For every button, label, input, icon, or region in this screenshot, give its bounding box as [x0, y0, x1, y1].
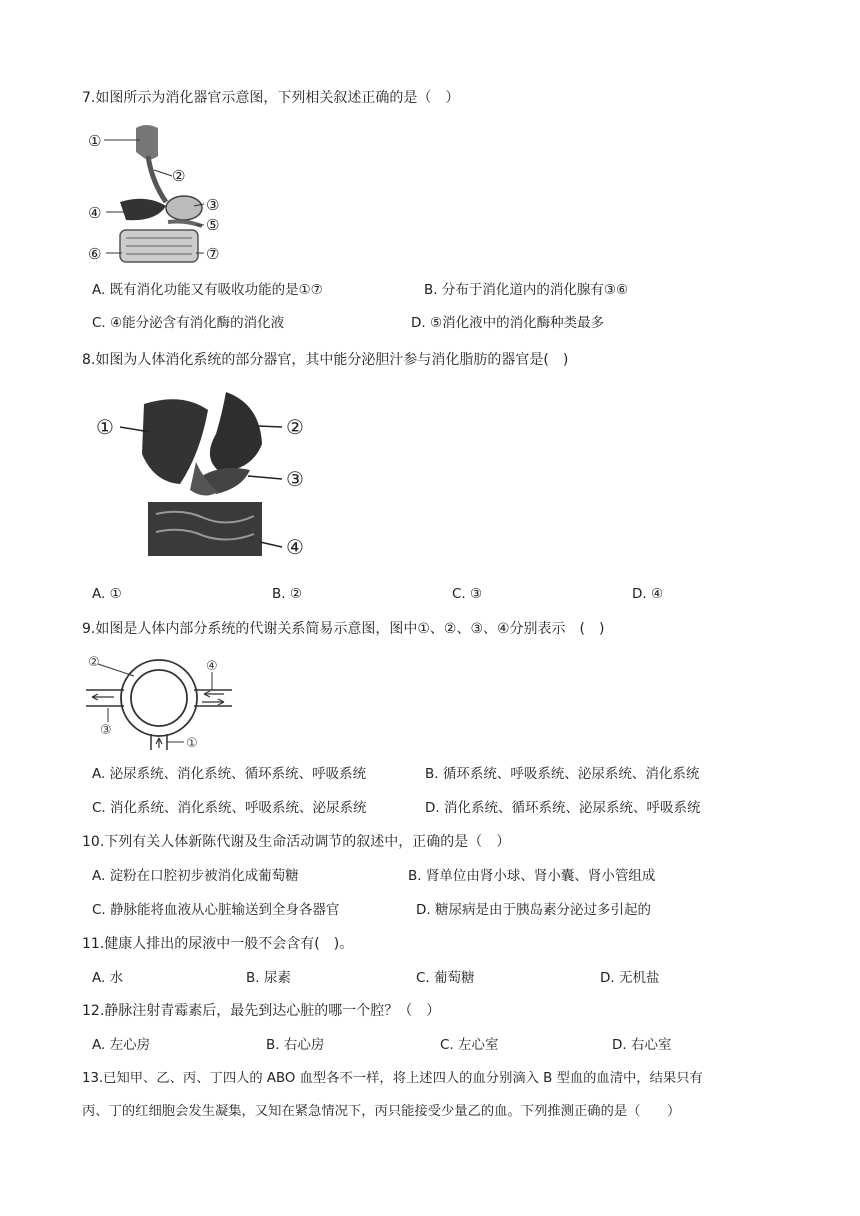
- q12-option-b[interactable]: B. 右心房: [266, 1037, 325, 1053]
- q11-option-a[interactable]: A. 水: [92, 970, 124, 986]
- q7-label-4: ④: [88, 204, 102, 222]
- q8-label-1: ①: [96, 415, 114, 439]
- digestive-organs-figure-q8: [92, 384, 316, 564]
- q8-option-a[interactable]: A. ①: [92, 586, 122, 602]
- q12-option-c[interactable]: C. 左心室: [440, 1037, 499, 1053]
- q9-option-c[interactable]: C. 消化系统、消化系统、呼吸系统、泌尿系统: [92, 800, 367, 816]
- q10-option-a[interactable]: A. 淀粉在口腔初步被消化成葡萄糖: [92, 868, 299, 884]
- q7-label-2: ②: [172, 167, 186, 185]
- q11-option-d[interactable]: D. 无机盐: [600, 970, 660, 986]
- digestive-organs-figure-q7: [86, 122, 236, 264]
- q10-option-d[interactable]: D. 糖尿病是由于胰岛素分泌过多引起的: [416, 902, 651, 918]
- q10-option-c[interactable]: C. 静脉能将血液从心脏输送到全身各器官: [92, 902, 340, 918]
- q8-option-b[interactable]: B. ②: [272, 586, 302, 602]
- question-9-stem: 9.如图是人体内部分系统的代谢关系简易示意图，图中①、②、③、④分别表示 ( ): [82, 621, 605, 637]
- q10-option-b[interactable]: B. 肾单位由肾小球、肾小囊、肾小管组成: [408, 868, 656, 884]
- q11-option-b[interactable]: B. 尿素: [246, 970, 291, 986]
- question-11-stem: 11.健康人排出的尿液中一般不会含有( )。: [82, 936, 354, 952]
- q9-label-1: ①: [186, 736, 198, 750]
- q7-option-a[interactable]: A. 既有消化功能又有吸收功能的是①⑦: [92, 282, 323, 298]
- q7-label-1: ①: [88, 132, 102, 150]
- metabolism-systems-figure-q9: [84, 650, 234, 750]
- q9-label-4: ④: [206, 659, 218, 674]
- question-8-stem: 8.如图为人体消化系统的部分器官，其中能分泌胆汁参与消化脂肪的器官是( ): [82, 352, 569, 368]
- q9-option-a[interactable]: A. 泌尿系统、消化系统、循环系统、呼吸系统: [92, 766, 367, 782]
- q12-option-d[interactable]: D. 右心室: [612, 1037, 672, 1053]
- q7-option-b[interactable]: B. 分布于消化道内的消化腺有③⑥: [424, 282, 629, 298]
- q8-label-3: ③: [286, 467, 304, 491]
- question-7-stem: 7.如图所示为消化器官示意图，下列相关叙述正确的是（ ）: [82, 90, 460, 106]
- q7-label-7: ⑦: [206, 245, 220, 263]
- q9-label-2: ②: [88, 655, 100, 670]
- question-13-stem-line-1: 13.已知甲、乙、丙、丁四人的 ABO 血型各不一样，将上述四人的血分别滴入 B 型血的血清中，结果只有: [82, 1071, 703, 1086]
- q8-label-4: ④: [286, 535, 304, 559]
- q12-option-a[interactable]: A. 左心房: [92, 1037, 151, 1053]
- q9-label-3: ③: [100, 723, 112, 738]
- q7-label-5: ⑤: [206, 216, 220, 234]
- q9-option-d[interactable]: D. 消化系统、循环系统、泌尿系统、呼吸系统: [425, 800, 701, 816]
- q7-label-6: ⑥: [88, 245, 102, 263]
- question-10-stem: 10.下列有关人体新陈代谢及生命活动调节的叙述中，正确的是（ ）: [82, 834, 511, 850]
- q7-label-3: ③: [206, 196, 220, 214]
- q8-option-c[interactable]: C. ③: [452, 586, 483, 602]
- q11-option-c[interactable]: C. 葡萄糖: [416, 970, 475, 986]
- question-12-stem: 12.静脉注射青霉素后，最先到达心脏的哪一个腔？（ ）: [82, 1003, 441, 1019]
- q9-option-b[interactable]: B. 循环系统、呼吸系统、泌尿系统、消化系统: [425, 766, 700, 782]
- q8-label-2: ②: [286, 415, 304, 439]
- question-13-stem-line-2: 丙、丁的红细胞会发生凝集，又知在紧急情况下，丙只能接受少量乙的血。下列推测正确的是（ ）: [82, 1104, 681, 1119]
- q7-option-c[interactable]: C. ④能分泌含有消化酶的消化液: [92, 315, 285, 331]
- q7-option-d[interactable]: D. ⑤消化液中的消化酶种类最多: [411, 315, 605, 331]
- q8-option-d[interactable]: D. ④: [632, 586, 664, 602]
